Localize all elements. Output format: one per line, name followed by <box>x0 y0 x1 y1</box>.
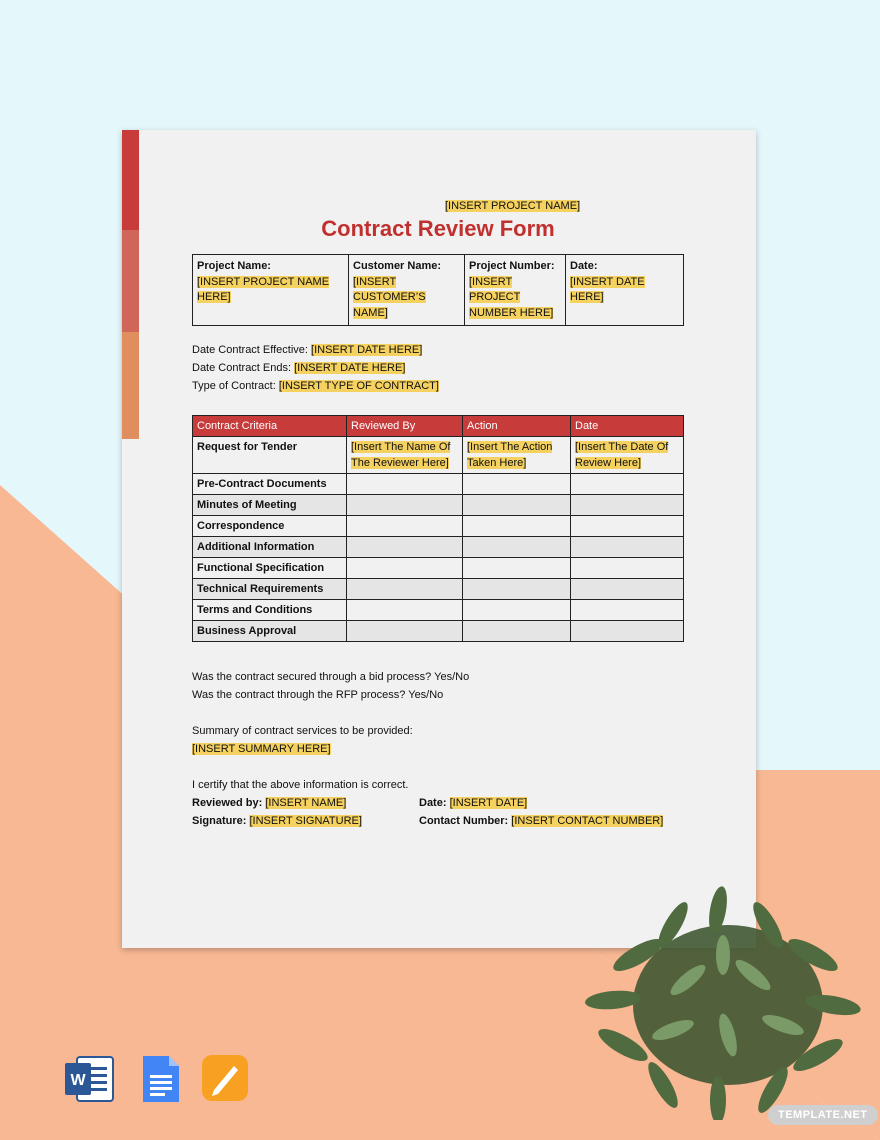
certify-statement: I certify that the above information is correct. <box>192 779 409 791</box>
summary-section <box>192 722 413 758</box>
header-action: Action <box>463 416 571 437</box>
document-page <box>122 130 756 948</box>
word-icon[interactable] <box>63 1055 115 1103</box>
info-cell-date: Date: [INSERT DATE HERE] <box>566 255 684 326</box>
date-line: Date: [INSERT DATE] <box>419 797 528 809</box>
table-row: Pre-Contract Documents <box>193 474 684 495</box>
info-cell-customer-name: Customer Name: [INSERT CUSTOMER’S NAME] <box>349 255 465 326</box>
table-row: Correspondence <box>193 516 684 537</box>
header-reviewed-by: Reviewed By <box>347 416 463 437</box>
form-title: Contract Review Form <box>321 216 555 241</box>
summary-value: [INSERT SUMMARY HERE] <box>192 743 331 755</box>
header-date: Date <box>571 416 684 437</box>
summary-label: Summary of contract services to be provided: <box>192 725 413 737</box>
date-ends-line: Date Contract Ends: [INSERT DATE HERE] <box>192 362 406 374</box>
table-row: Business Approval <box>193 621 684 642</box>
side-accent-red <box>122 130 139 230</box>
table-row: Minutes of Meeting <box>193 495 684 516</box>
question-rfp: Was the contract through the RFP process? Yes/No <box>192 689 444 701</box>
info-cell-project-number: Project Number: [INSERT PROJECT NUMBER HERE] <box>465 255 566 326</box>
brand-badge: TEMPLATE.NET <box>768 1105 878 1125</box>
contract-dates <box>192 341 439 395</box>
side-accent-orange <box>122 332 139 439</box>
table-row: Technical Requirements <box>193 579 684 600</box>
table-row: Request for Tender [Insert The Name Of The Reviewer Here] [Insert The Action Taken Here] [Insert The Date Of Review Here] <box>193 437 684 474</box>
table-row: Terms and Conditions <box>193 600 684 621</box>
question-bid: Was the contract secured through a bid process? Yes/No <box>192 671 470 683</box>
contract-criteria-table <box>192 415 684 642</box>
contact-number-line: Contact Number: [INSERT CONTACT NUMBER] <box>419 815 664 827</box>
google-docs-icon[interactable] <box>135 1055 187 1103</box>
project-info-table <box>192 254 684 326</box>
info-cell-project-name: Project Name: [INSERT PROJECT NAME HERE] <box>193 255 349 326</box>
project-name-tag: [INSERT PROJECT NAME] <box>445 200 581 212</box>
header-contract-criteria: Contract Criteria <box>193 416 347 437</box>
process-questions <box>192 668 469 704</box>
plant-decoration <box>578 885 868 1120</box>
table-row: Functional Specification <box>193 558 684 579</box>
signature-line: Signature: [INSERT SIGNATURE] <box>192 815 362 827</box>
contract-type-line: Type of Contract: [INSERT TYPE OF CONTRACT] <box>192 380 439 392</box>
side-accent-coral <box>122 230 139 332</box>
table-row: Additional Information <box>193 537 684 558</box>
pages-icon[interactable] <box>200 1055 252 1103</box>
date-effective-line: Date Contract Effective: [INSERT DATE HERE] <box>192 344 423 356</box>
reviewed-by-line: Reviewed by: [INSERT NAME] <box>192 797 347 809</box>
svg-text:W: W <box>70 1072 86 1089</box>
